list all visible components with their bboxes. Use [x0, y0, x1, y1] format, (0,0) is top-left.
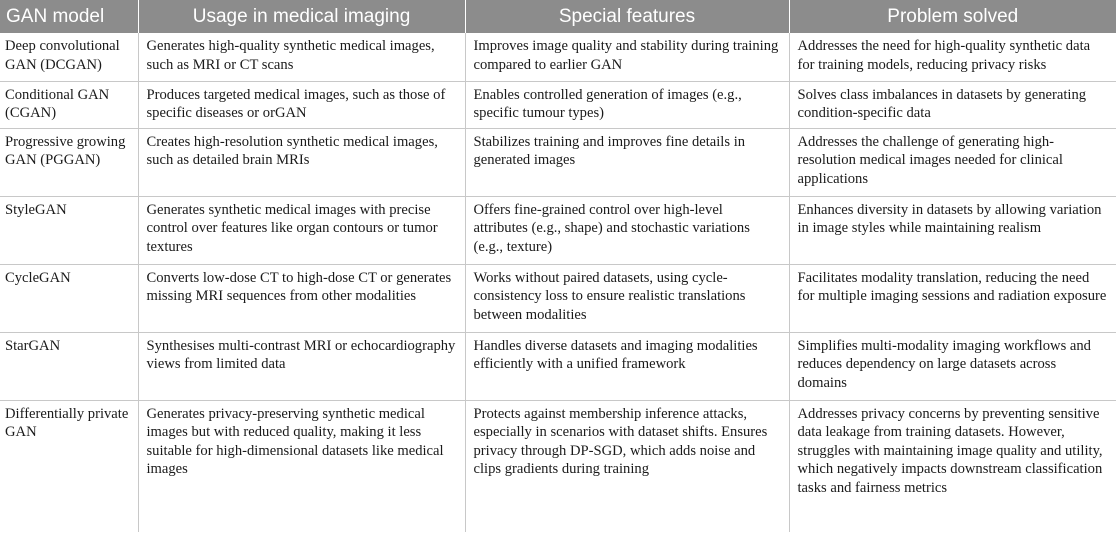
- cell-usage: Creates high-resolution synthetic medical images, such as detailed brain MRIs: [138, 128, 465, 196]
- header-features: Special features: [465, 0, 789, 33]
- cell-problem: Addresses the need for high-quality synthetic data for training models, reducing privacy risks: [789, 33, 1116, 81]
- cell-model: Conditional GAN (CGAN): [0, 81, 138, 128]
- table-row: [0, 128, 1116, 196]
- cell-model: Differentially private GAN: [5, 405, 129, 441]
- cell-problem: Addresses the challenge of generating high-resolution medical images needed for clinical applications: [789, 128, 1116, 196]
- cell-problem: Addresses privacy concerns by preventing sensitive data leakage from training datasets. However, struggles with maintaining image quality and utility, which negatively impacts downstream classification tasks and fairness metrics: [789, 400, 1116, 532]
- cell-usage: Generates synthetic medical images with precise control over features like organ contours or tumor textures: [138, 196, 465, 264]
- cell-usage: Converts low-dose CT to high-dose CT or generates missing MRI sequences from other modalities: [138, 264, 465, 332]
- cell-usage: Generates high-quality synthetic medical images, such as MRI or CT scans: [138, 33, 465, 81]
- table-row: [0, 264, 1116, 332]
- cell-model: CycleGAN: [0, 264, 138, 332]
- cell-model: StarGAN: [0, 332, 138, 400]
- cell-usage: Produces targeted medical images, such as those of specific diseases or orGAN: [138, 81, 465, 128]
- cell-features: Works without paired datasets, using cycle-consistency loss to ensure realistic translations between modalities: [465, 264, 789, 332]
- cell-features: Stabilizes training and improves fine details in generated images: [465, 128, 789, 196]
- cell-usage: Synthesises multi-contrast MRI or echocardiography views from limited data: [138, 332, 465, 400]
- header-gan-model: GAN model: [0, 0, 138, 33]
- cell-features: Protects against membership inference attacks, especially in scenarios with dataset shifts. Ensures privacy through DP-SGD, which adds noise and clips gradients during training: [465, 400, 789, 532]
- cell-problem: Solves class imbalances in datasets by generating condition-specific data: [789, 81, 1116, 128]
- header-usage: Usage in medical imaging: [138, 0, 465, 33]
- table-body: [0, 33, 1116, 532]
- cell-model: StyleGAN: [0, 196, 138, 264]
- cell-features: Enables controlled generation of images (e.g., specific tumour types): [465, 81, 789, 128]
- table-row: [0, 81, 1116, 128]
- cell-model: Progressive growing GAN (PGGAN): [0, 128, 138, 196]
- table-row: [0, 332, 1116, 400]
- table-row: [0, 400, 1116, 532]
- cell-features: Offers fine-grained control over high-level attributes (e.g., shape) and stochastic variations (e.g., texture): [465, 196, 789, 264]
- cell-features: Improves image quality and stability during training compared to earlier GAN: [465, 33, 789, 81]
- cell-model: Deep convolutional GAN (DCGAN): [0, 33, 138, 81]
- table-header: [0, 0, 1116, 33]
- cell-problem: Simplifies multi-modality imaging workflows and reduces dependency on large datasets across domains: [789, 332, 1116, 400]
- cell-problem: Facilitates modality translation, reducing the need for multiple imaging sessions and radiation exposure: [789, 264, 1116, 332]
- cell-usage: Generates privacy-preserving synthetic medical images but with reduced quality, making it less suitable for high-dimensional datasets like medical images: [138, 400, 465, 532]
- cell-problem: Enhances diversity in datasets by allowing variation in image styles while maintaining realism: [789, 196, 1116, 264]
- table-row: [0, 196, 1116, 264]
- table-row: [0, 33, 1116, 81]
- header-problem: Problem solved: [789, 0, 1116, 33]
- header-row: [0, 0, 1116, 33]
- cell-features: Handles diverse datasets and imaging modalities efficiently with a unified framework: [465, 332, 789, 400]
